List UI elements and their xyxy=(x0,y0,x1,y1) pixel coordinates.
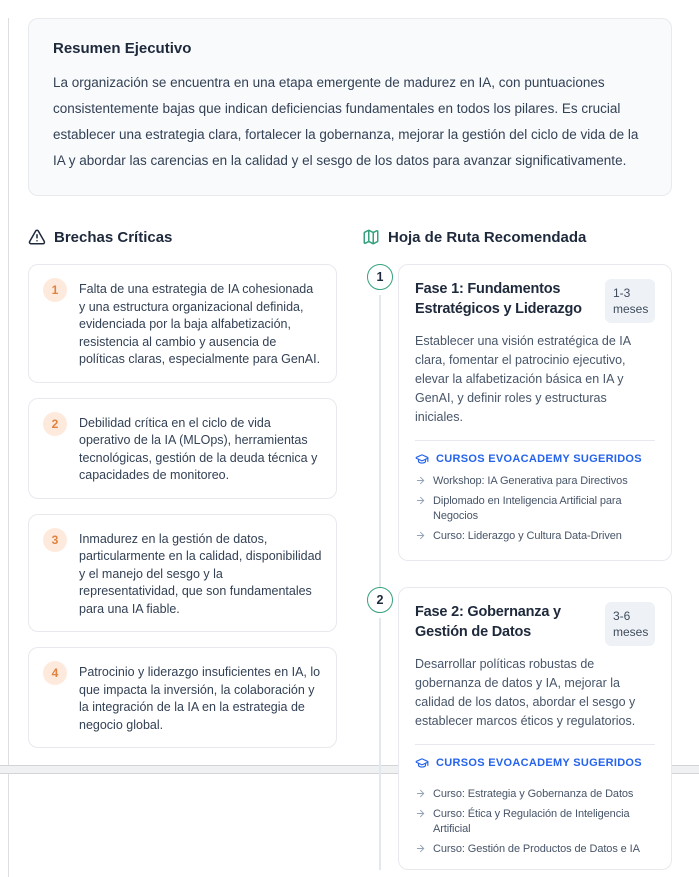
arrow-right-icon xyxy=(415,475,426,489)
empty-left-column xyxy=(28,774,337,870)
timeline-marker xyxy=(362,774,398,870)
phase-1-card xyxy=(398,264,672,561)
gap-number-badge: 1 xyxy=(43,278,67,302)
course-item xyxy=(415,842,655,857)
phase-1-number-circle: 1 xyxy=(367,264,393,290)
course-list xyxy=(415,787,655,857)
timeline-connector xyxy=(379,618,381,794)
arrow-right-icon xyxy=(415,495,426,524)
gap-number-badge: 4 xyxy=(43,661,67,685)
phase-2-description: Desarrollar políticas robustas de gobernanza de datos y IA, mejorar la calidad de los datos, abordar el sesgo y establecer marcos éticos y regulatorios. xyxy=(415,657,636,728)
critical-gaps-section xyxy=(28,228,337,794)
phase-1-duration-badge: 1-3 meses xyxy=(605,279,655,323)
roadmap-header xyxy=(362,228,672,246)
course-item xyxy=(415,494,655,524)
course-item xyxy=(415,787,655,802)
phase-2-title: Fase 2: Gobernanza y Gestión de Datos xyxy=(415,604,561,640)
executive-summary-card xyxy=(28,18,672,196)
phase-2-duration-badge: 3-6 meses xyxy=(605,602,655,646)
phase-1-description: Establecer una visión estratégica de IA clara, fomentar el patrocinio ejecutivo, elevar la alfabetización básica en IA y GenAI, y definir roles y estructuras iniciales. xyxy=(415,334,631,424)
course-item xyxy=(415,474,655,489)
arrow-right-icon xyxy=(415,808,426,837)
timeline-connector xyxy=(379,295,381,587)
gap-number-badge: 2 xyxy=(43,412,67,436)
graduation-cap-icon xyxy=(415,452,429,466)
courses-header-label: CURSOS EVOACADEMY SUGERIDOS xyxy=(436,453,642,465)
course-label: Workshop: IA Generativa para Directivos xyxy=(433,475,628,487)
course-label: Curso: Gestión de Productos de Datos e IA xyxy=(433,843,640,855)
executive-summary-text: La organización se encuentra en una etapa emergente de madurez en IA, con puntuaciones consistentemente bajas que indican deficiencias fundamentales en todos los pilares. Es crucial establecer una estrategia clara, fortalecer la gobernanza, mejorar la gestión del ciclo de vida de la IA y abordar las carencias en la calidad y el sesgo de los datos para avanzar significativamente. xyxy=(53,75,639,168)
gap-card-2 xyxy=(28,398,337,499)
phase-2-number-circle: 2 xyxy=(367,587,393,613)
course-label: Diplomado en Inteligencia Artificial para Negocios xyxy=(433,495,622,522)
critical-gaps-title: Brechas Críticas xyxy=(54,228,173,246)
arrow-right-icon xyxy=(415,843,426,857)
timeline-connector xyxy=(379,782,381,870)
roadmap-section xyxy=(362,228,672,794)
gap-card-1 xyxy=(28,264,337,383)
roadmap-title: Hoja de Ruta Recomendada xyxy=(388,228,587,246)
gap-number-badge: 3 xyxy=(43,528,67,552)
course-list xyxy=(415,474,655,544)
divider xyxy=(415,440,655,441)
courses-header xyxy=(415,756,655,770)
executive-summary-title: Resumen Ejecutivo xyxy=(53,40,192,57)
gap-card-3 xyxy=(28,514,337,633)
course-label: Curso: Ética y Regulación de Inteligencia Artificial xyxy=(433,808,630,835)
report-page-1 xyxy=(8,18,699,769)
phase-2-card xyxy=(398,587,672,794)
warning-triangle-icon xyxy=(28,228,46,246)
timeline-marker xyxy=(362,587,398,794)
courses-header xyxy=(415,452,655,466)
course-item xyxy=(415,807,655,837)
divider xyxy=(415,744,655,745)
phase-2-card-continued xyxy=(398,774,672,870)
gap-text: Falta de una estrategia de IA cohesionada y una estructura organizacional definida, evidenciada por la baja alfabetización, resistencia al cambio y ausencia de políticas claras, especialmente para GenAI. xyxy=(79,282,321,366)
report-page-2 xyxy=(8,774,699,877)
gap-text: Patrocinio y liderazgo insuficientes en IA, lo que impacta la inversión, la colaboración y la integración de la IA en la estrategia de negocio global. xyxy=(79,665,321,732)
course-item xyxy=(415,529,655,544)
courses-header-label: CURSOS EVOACADEMY SUGERIDOS xyxy=(436,757,642,769)
phase-1-row xyxy=(362,264,672,587)
report-viewport xyxy=(0,18,699,877)
timeline-marker xyxy=(362,264,398,587)
phase-1-title: Fase 1: Fundamentos Estratégicos y Liderazgo xyxy=(415,281,582,317)
gap-card-4 xyxy=(28,647,337,748)
arrow-right-icon xyxy=(415,530,426,544)
phase-2-row xyxy=(362,587,672,794)
arrow-right-icon xyxy=(415,788,426,802)
course-label: Curso: Estrategia y Gobernanza de Datos xyxy=(433,788,634,800)
gap-text: Inmadurez en la gestión de datos, particularmente en la calidad, disponibilidad y el manejo del sesgo y la representatividad, que son fundamentales para una IA fiable. xyxy=(79,531,322,616)
gap-text: Debilidad crítica en el ciclo de vida operativo de la IA (MLOps), herramientas tecnológicas, gestión de la deuda técnica y capacidades de monitoreo. xyxy=(79,415,318,482)
map-icon xyxy=(362,228,380,246)
two-column-layout xyxy=(28,228,672,794)
roadmap-continued xyxy=(362,774,672,870)
graduation-cap-icon xyxy=(415,756,429,770)
course-label: Curso: Liderazgo y Cultura Data-Driven xyxy=(433,530,622,542)
critical-gaps-header xyxy=(28,228,337,246)
